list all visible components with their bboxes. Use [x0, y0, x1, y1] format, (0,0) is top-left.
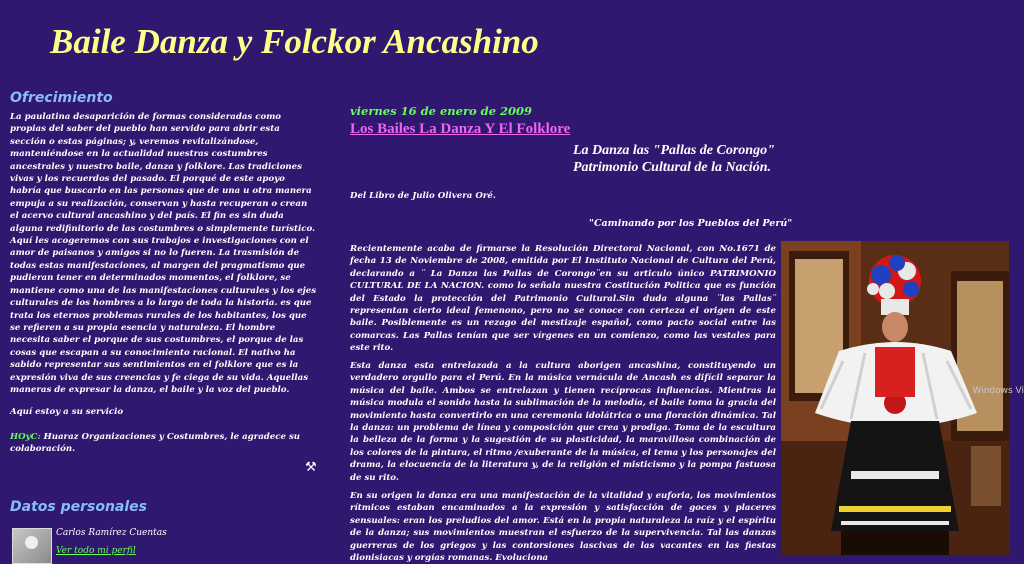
- windows-watermark: Windows Vi: [973, 386, 1024, 396]
- profile-avatar[interactable]: [12, 528, 52, 564]
- pallas-dancer-photo: [781, 241, 1009, 555]
- subhead-line-2: Patrimonio Cultural de la Nación.: [573, 160, 771, 175]
- post-title-link[interactable]: Los Bailes La Danza Y El Folklore: [350, 121, 570, 138]
- post-subheading: [573, 142, 775, 176]
- hoyc-text: Huaraz Organizaciones y Costumbres, le agradece su colaboración.: [10, 432, 300, 454]
- dancer-illustration: [781, 241, 1009, 555]
- blog-title[interactable]: Baile Danza y Folckor Ancashino: [50, 22, 539, 62]
- service-text: Aquí estoy a su servicio: [10, 406, 318, 418]
- ofrecimiento-text: La paulatina desaparición de formas consideradas como propias del saber del pueblo han servido para abrir esta sección o estas páginas; y, veremos revitalizándose, manteniéndose en la actualidad nuestras costumbres ancestrales y nuestro baile, danza y folklore. Las tradiciones vivas y los recuerdos del pasado. El porqué de este apoyo habría que buscarlo en las personas que de una u otra manera empuja a su realización, conservan y hasta recuperan o crean el acervo cultural ancashino y del país. El fin es sin duda alguna redifinitorio de las costumbres o simplemente turístico. Aquí les acogeremos con sus trabajos e investigaciones con el amor de paisanos y amigos si no lo fueren. La trasmisión de todas estas manifestaciones, al margen del pragmatismo que pudieran tener en determinados momentos, el folklore, se mantiene como una de las manifestaciones culturales y los ejes culturales de los hombres a lo largo de toda la historia. es que trata los eternos problemas rurales de los habitantes, los que se refieren a su propia esencia y naturaleza. El hombre necesita saber el porque de sus costumbres, el porque de las cosas que escapan a su conocimiento racional. El nativo ha sabido representar sus sentimientos en el folklore que es la expresión viva de sus creencias y fe ciega de su vida. Aquellas maneras de expresar la danza, el baile y la voz del pueblo.: [10, 111, 318, 396]
- post-date: viernes 16 de enero de 2009: [350, 104, 532, 118]
- post-paragraph-3: En su origen la danza era una manifestación de la vitalidad y euforia, los movimientos rítmicos estaban encaminados a la expresión y satisfacción de goces y placeres sensuales: eran los preludios del amor. Está en la propia naturaleza la raíz y el espíritu de la danza; sus movimientos muestran el esfuerzo de la supervivencia. Tal las danzas guerreras de los griegos y las contorsiones lascivas de las vacantes en las fiestas dionisiacas y orgías romanas. Evoluciona: [350, 490, 776, 564]
- post-paragraph-2: Esta danza esta entrelazada a la cultura aborigen ancashina, constituyendo un verdadero orgullo para el Perú. En la música vernácula de Ancash es difícil separar la música del baile. Ambos se entrelazan y tienen recíprocas influencias. Mientras la música modula el sonido hasta la sublimación de la melodía, el baile toma la gracia del movimiento hasta convertirlo en una ceremonia idolátrica o una floración dinámica. Tal la danza: un problema de línea y composición que crea y prodiga. Toma de la escultura la belleza de la forma y la sugestión de su plasticidad, la maravillosa combinación de los colores de la pintura, el ritmo /exuberante de la música, el tema y los personajes del drama, la elocuencia de la literatura y, de la religión el misticismo y la pompa fastuosa de su rito.: [350, 360, 776, 484]
- book-title-quote: "Caminando por los Pueblos del Perú": [589, 218, 792, 229]
- quick-edit-wrench-icon[interactable]: ⚒: [305, 460, 317, 475]
- book-credit: Del Libro de Julio Olivera Oré.: [350, 191, 496, 201]
- profile-link[interactable]: Ver todo mi perfil: [56, 546, 136, 556]
- ofrecimiento-heading: Ofrecimiento: [10, 90, 318, 106]
- subhead-line-1: La Danza las "Pallas de Corongo": [573, 143, 775, 158]
- hoyc-note: [10, 431, 318, 456]
- post-paragraph-1: Recientemente acaba de firmarse la Resolución Directoral Nacional, con No.1671 de fecha 13 de Noviembre de 2008, emitida por El Instituto Nacional de Cultura del Perú, declarando a ¨ La Danza las Pallas de Corongo¨en su articulo único PATRIMONIO CULTURAL DE LA NACION. como lo señala nuestra Costitución Politica que es función del Estado la protección del Patrimonio Cultural.Sin duda alguna ¨las Pallas¨ representan cierto ideal femenono, pero no se conoce con certeza el origen de este baile. Posiblemente es un rezago del mestizaje español, como pacto social entre las comarcas. Las Pallas tenían que ser vírgenes en un comienzo, como las vestales para este rito.: [350, 243, 776, 355]
- avatar-silhouette-icon: [25, 536, 38, 549]
- profile-heading: Datos personales: [10, 499, 147, 515]
- profile-name: Carlos Ramírez Cuentas: [56, 528, 167, 538]
- sidebar: [10, 90, 318, 456]
- hoyc-tag: HOyC:: [10, 432, 41, 442]
